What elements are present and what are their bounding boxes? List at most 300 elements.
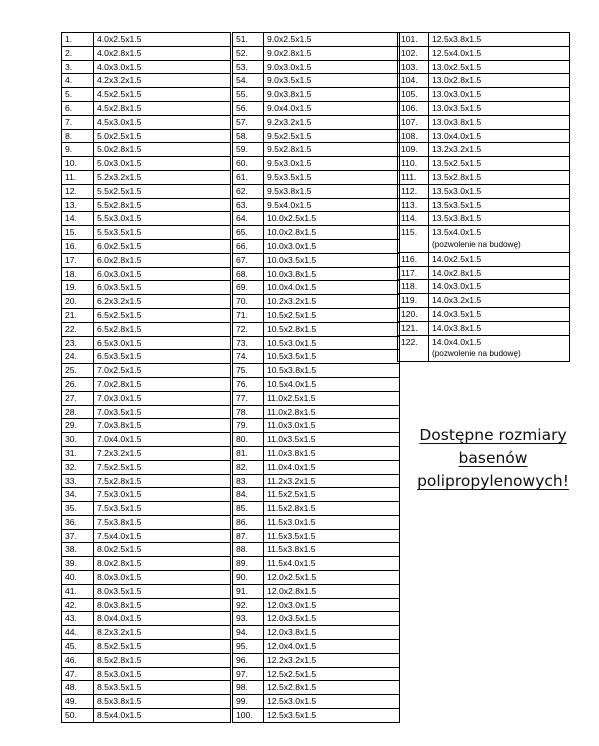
table-row: [233, 584, 400, 598]
table-row: [398, 129, 570, 143]
pool-size: 13.0x3.5x1.5: [429, 101, 570, 115]
row-number: 63.: [233, 198, 264, 212]
table-row: [233, 88, 400, 102]
row-number: 96.: [233, 653, 264, 667]
row-number: 117.: [398, 266, 429, 280]
pool-size: 5.5x3.0x1.5: [94, 212, 231, 226]
table-row: [233, 101, 400, 115]
row-number: 19.: [62, 281, 94, 295]
row-number: 79.: [233, 419, 264, 433]
row-number: 49.: [62, 695, 94, 709]
row-number: 70.: [233, 295, 264, 309]
row-number: 65.: [233, 226, 264, 240]
table-row: [62, 377, 231, 391]
row-number: 22.: [62, 322, 94, 336]
pool-size: 7.0x4.0x1.5: [94, 433, 231, 447]
table-row: [62, 419, 231, 433]
table-row: [62, 474, 231, 488]
table-row: [62, 709, 231, 723]
table-row: [62, 405, 231, 419]
pool-size: 14.0x2.8x1.5: [429, 266, 570, 280]
pool-size: 10.0x3.0x1.5: [264, 239, 400, 253]
pool-size: 9.5x3.8x1.5: [264, 184, 400, 198]
pool-size: 9.0x3.5x1.5: [264, 74, 400, 88]
row-number: 78.: [233, 405, 264, 419]
row-number: 97.: [233, 667, 264, 681]
table-row: [398, 226, 570, 253]
pool-size: 11.0x3.0x1.5: [264, 419, 400, 433]
row-number: 74.: [233, 350, 264, 364]
row-number: 95.: [233, 640, 264, 654]
pool-size: [429, 226, 570, 253]
table-row: [62, 336, 231, 350]
pool-size: 7.5x3.8x1.5: [94, 515, 231, 529]
table-row: [233, 640, 400, 654]
pool-size: 13.0x4.0x1.5: [429, 129, 570, 143]
table-row: [233, 267, 400, 281]
row-number: 102.: [398, 46, 429, 60]
row-number: 120.: [398, 307, 429, 321]
row-number: 66.: [233, 239, 264, 253]
table-row: [233, 33, 400, 47]
table-row: [62, 212, 231, 226]
table-row: [233, 543, 400, 557]
row-number: 88.: [233, 543, 264, 557]
row-number: 46.: [62, 653, 94, 667]
table-row: [398, 88, 570, 102]
table-row: [62, 267, 231, 281]
row-number: 6.: [62, 101, 94, 115]
pool-size: 9.5x2.5x1.5: [264, 129, 400, 143]
table-row: [233, 529, 400, 543]
pool-size: 4.0x2.5x1.5: [94, 33, 231, 47]
pool-size: 12.5x3.8x1.5: [429, 33, 570, 47]
table-row: [62, 571, 231, 585]
table-row: [233, 612, 400, 626]
pool-size: 5.0x3.0x1.5: [94, 157, 231, 171]
pool-size: 10.5x3.0x1.5: [264, 336, 400, 350]
table-row: [62, 515, 231, 529]
pool-size: 9.5x4.0x1.5: [264, 198, 400, 212]
row-number: 47.: [62, 667, 94, 681]
table-row: [62, 681, 231, 695]
table-row: [233, 667, 400, 681]
table-row: [233, 129, 400, 143]
table-row: [233, 322, 400, 336]
row-number: 37.: [62, 529, 94, 543]
pool-size: 4.2x3.2x1.5: [94, 74, 231, 88]
row-number: 76.: [233, 377, 264, 391]
table-row: [233, 515, 400, 529]
pool-size: 5.5x2.5x1.5: [94, 184, 231, 198]
row-number: 92.: [233, 598, 264, 612]
table-row: [233, 226, 400, 240]
pool-size: 10.5x2.8x1.5: [264, 322, 400, 336]
table-row: [62, 88, 231, 102]
row-number: 7.: [62, 115, 94, 129]
pool-size: 12.5x2.8x1.5: [264, 681, 400, 695]
pool-size: 11.5x2.8x1.5: [264, 502, 400, 516]
table-row: [233, 626, 400, 640]
table-row: [398, 280, 570, 294]
row-number: 67.: [233, 253, 264, 267]
table-row: [62, 557, 231, 571]
pool-size: 7.0x3.0x1.5: [94, 391, 231, 405]
table-row: [233, 709, 400, 723]
pool-size: 12.0x2.8x1.5: [264, 584, 400, 598]
table-row: [62, 502, 231, 516]
row-number: 116.: [398, 252, 429, 266]
pool-size: 8.0x4.0x1.5: [94, 612, 231, 626]
row-number: 14.: [62, 212, 94, 226]
table-row: [62, 460, 231, 474]
pool-size: 8.2x3.2x1.5: [94, 626, 231, 640]
promo-line: polipropylenowych!: [417, 472, 569, 490]
row-number: 64.: [233, 212, 264, 226]
pool-size: 6.2x3.2x1.5: [94, 295, 231, 309]
row-number: 55.: [233, 88, 264, 102]
pool-size: 7.0x3.5x1.5: [94, 405, 231, 419]
pool-size: 6.0x2.8x1.5: [94, 253, 231, 267]
pool-size: 5.2x3.2x1.5: [94, 170, 231, 184]
row-number: 81.: [233, 446, 264, 460]
table-row: [398, 307, 570, 321]
pool-size: 13.0x2.5x1.5: [429, 60, 570, 74]
pool-size: 12.0x2.5x1.5: [264, 571, 400, 585]
row-number: 71.: [233, 308, 264, 322]
table-row: [62, 626, 231, 640]
row-number: 93.: [233, 612, 264, 626]
row-number: 84.: [233, 488, 264, 502]
table-row: [233, 433, 400, 447]
pool-size: 9.0x3.8x1.5: [264, 88, 400, 102]
row-number: 118.: [398, 280, 429, 294]
pool-size-value: 13.5x4.0x1.5: [432, 227, 482, 238]
row-number: 29.: [62, 419, 94, 433]
pool-size: 11.2x3.2x1.5: [264, 474, 400, 488]
table-row: [233, 281, 400, 295]
table-row: [398, 101, 570, 115]
row-number: 112.: [398, 184, 429, 198]
pool-size: 9.5x3.5x1.5: [264, 170, 400, 184]
pool-size: 6.5x2.8x1.5: [94, 322, 231, 336]
pool-size: 4.5x2.8x1.5: [94, 101, 231, 115]
row-number: 4.: [62, 74, 94, 88]
pool-size: 11.5x4.0x1.5: [264, 557, 400, 571]
table-row: [233, 502, 400, 516]
table-row: [233, 115, 400, 129]
row-number: 1.: [62, 33, 94, 47]
table-row: [233, 364, 400, 378]
table-row: [62, 640, 231, 654]
table-row: [62, 198, 231, 212]
pool-size: 10.0x3.5x1.5: [264, 253, 400, 267]
row-number: 98.: [233, 681, 264, 695]
table-row: [62, 157, 231, 171]
table-row: [62, 488, 231, 502]
promo-line: Dostępne rozmiary: [419, 426, 567, 444]
table-row: [62, 584, 231, 598]
table-row: [233, 212, 400, 226]
row-number: 58.: [233, 129, 264, 143]
row-number: 107.: [398, 115, 429, 129]
table-row: [233, 460, 400, 474]
row-number: 42.: [62, 598, 94, 612]
pool-size: 9.0x3.0x1.5: [264, 60, 400, 74]
row-number: 21.: [62, 308, 94, 322]
pool-size: 14.0x3.2x1.5: [429, 294, 570, 308]
row-number: 39.: [62, 557, 94, 571]
table-row: [233, 446, 400, 460]
row-number: 16.: [62, 239, 94, 253]
pool-size: 10.0x2.5x1.5: [264, 212, 400, 226]
table-row: [233, 377, 400, 391]
row-number: 113.: [398, 198, 429, 212]
table-row: [62, 653, 231, 667]
table-row: [62, 350, 231, 364]
table-row: [233, 557, 400, 571]
table-row: [233, 391, 400, 405]
pool-size: 14.0x3.5x1.5: [429, 307, 570, 321]
pool-size: 10.5x2.5x1.5: [264, 308, 400, 322]
pool-size: 13.5x3.0x1.5: [429, 184, 570, 198]
pool-size: 9.5x3.0x1.5: [264, 157, 400, 171]
row-number: 108.: [398, 129, 429, 143]
pool-size: 7.0x3.8x1.5: [94, 419, 231, 433]
pool-size: 12.5x3.5x1.5: [264, 709, 400, 723]
table-row: [398, 143, 570, 157]
row-number: 73.: [233, 336, 264, 350]
row-number: 40.: [62, 571, 94, 585]
row-number: 28.: [62, 405, 94, 419]
pool-size: 13.5x2.5x1.5: [429, 157, 570, 171]
table-row: [398, 46, 570, 60]
row-number: 15.: [62, 226, 94, 240]
row-number: 56.: [233, 101, 264, 115]
pool-size: 9.5x2.8x1.5: [264, 143, 400, 157]
table-row: [233, 419, 400, 433]
promo-text: [398, 424, 588, 493]
row-number: 89.: [233, 557, 264, 571]
pool-size: 10.5x3.5x1.5: [264, 350, 400, 364]
table-row: [62, 322, 231, 336]
table-row: [233, 488, 400, 502]
row-number: 90.: [233, 571, 264, 585]
pool-size: 12.0x3.0x1.5: [264, 598, 400, 612]
row-number: 104.: [398, 74, 429, 88]
pool-size: 8.0x2.5x1.5: [94, 543, 231, 557]
table-row: [398, 252, 570, 266]
row-number: 105.: [398, 88, 429, 102]
sizes-table-3: [397, 32, 570, 362]
pool-size: 8.5x3.5x1.5: [94, 681, 231, 695]
row-number: 82.: [233, 460, 264, 474]
row-number: 75.: [233, 364, 264, 378]
table-row: [233, 74, 400, 88]
row-number: 48.: [62, 681, 94, 695]
table-row: [398, 157, 570, 171]
row-number: 91.: [233, 584, 264, 598]
pool-size: 8.5x4.0x1.5: [94, 709, 231, 723]
row-number: 60.: [233, 157, 264, 171]
table-row: [62, 60, 231, 74]
table-row: [233, 198, 400, 212]
pool-size: 13.5x3.5x1.5: [429, 198, 570, 212]
pool-size-value: 14.0x4.0x1.5: [432, 336, 482, 347]
pool-size: 11.0x2.8x1.5: [264, 405, 400, 419]
row-number: 114.: [398, 212, 429, 226]
pool-size: 12.2x3.2x1.5: [264, 653, 400, 667]
row-number: 86.: [233, 515, 264, 529]
table-row: [398, 335, 570, 362]
pool-size: 8.5x2.5x1.5: [94, 640, 231, 654]
row-number: 109.: [398, 143, 429, 157]
row-number: 106.: [398, 101, 429, 115]
table-row: [398, 33, 570, 47]
pool-size: 11.5x2.5x1.5: [264, 488, 400, 502]
pool-size: 4.0x2.8x1.5: [94, 46, 231, 60]
pool-size: 13.0x2.8x1.5: [429, 74, 570, 88]
table-row: [398, 321, 570, 335]
pool-size: 8.5x3.0x1.5: [94, 667, 231, 681]
row-number: 121.: [398, 321, 429, 335]
table-row: [62, 433, 231, 447]
pool-size: 11.0x4.0x1.5: [264, 460, 400, 474]
row-number: 43.: [62, 612, 94, 626]
pool-size: 13.0x3.0x1.5: [429, 88, 570, 102]
pool-size: 10.0x3.8x1.5: [264, 267, 400, 281]
pool-size: 6.5x3.5x1.5: [94, 350, 231, 364]
row-number: 68.: [233, 267, 264, 281]
table-row: [62, 281, 231, 295]
table-row: [233, 170, 400, 184]
pool-size: 12.0x3.8x1.5: [264, 626, 400, 640]
row-number: 53.: [233, 60, 264, 74]
row-number: 99.: [233, 695, 264, 709]
table-row: [233, 405, 400, 419]
table-row: [62, 129, 231, 143]
row-number: 83.: [233, 474, 264, 488]
pool-size: 5.5x3.5x1.5: [94, 226, 231, 240]
row-number: 45.: [62, 640, 94, 654]
table-row: [398, 74, 570, 88]
row-number: 5.: [62, 88, 94, 102]
row-number: 36.: [62, 515, 94, 529]
row-number: 111.: [398, 170, 429, 184]
row-number: 80.: [233, 433, 264, 447]
row-number: 20.: [62, 295, 94, 309]
table-row: [398, 115, 570, 129]
table-row: [398, 198, 570, 212]
pool-size: 13.5x3.8x1.5: [429, 212, 570, 226]
row-number: 94.: [233, 626, 264, 640]
table-row: [233, 571, 400, 585]
table-row: [62, 74, 231, 88]
table-row: [62, 101, 231, 115]
pool-size: 13.5x2.8x1.5: [429, 170, 570, 184]
pool-size: 9.0x2.5x1.5: [264, 33, 400, 47]
row-number: 12.: [62, 184, 94, 198]
pool-size: 4.5x3.0x1.5: [94, 115, 231, 129]
table-row: [62, 295, 231, 309]
pool-size: 7.5x3.5x1.5: [94, 502, 231, 516]
table-row: [233, 46, 400, 60]
pool-size: 12.0x4.0x1.5: [264, 640, 400, 654]
row-number: 9.: [62, 143, 94, 157]
row-number: 3.: [62, 60, 94, 74]
table-row: [62, 667, 231, 681]
row-number: 77.: [233, 391, 264, 405]
table-row: [62, 184, 231, 198]
pool-size: 6.0x3.5x1.5: [94, 281, 231, 295]
table-row: [233, 350, 400, 364]
row-number: 44.: [62, 626, 94, 640]
row-number: 23.: [62, 336, 94, 350]
table-row: [233, 308, 400, 322]
pool-size: 9.2x3.2x1.5: [264, 115, 400, 129]
pool-size: 12.5x2.5x1.5: [264, 667, 400, 681]
pool-size: 12.5x4.0x1.5: [429, 46, 570, 60]
table-row: [233, 295, 400, 309]
table-row: [398, 212, 570, 226]
sizes-table-1: [61, 32, 231, 723]
row-number: 72.: [233, 322, 264, 336]
table-row: [398, 294, 570, 308]
row-number: 8.: [62, 129, 94, 143]
row-number: 50.: [62, 709, 94, 723]
pool-size: 12.0x3.5x1.5: [264, 612, 400, 626]
table-row: [62, 253, 231, 267]
pool-size: 11.5x3.5x1.5: [264, 529, 400, 543]
pool-size: 14.0x3.0x1.5: [429, 280, 570, 294]
table-row: [233, 239, 400, 253]
table-row: [62, 308, 231, 322]
pool-size: [429, 335, 570, 362]
row-number: 35.: [62, 502, 94, 516]
pool-size: 11.0x2.5x1.5: [264, 391, 400, 405]
row-number: 100.: [233, 709, 264, 723]
pool-size: 14.0x2.5x1.5: [429, 252, 570, 266]
pool-size: 11.0x3.8x1.5: [264, 446, 400, 460]
row-number: 11.: [62, 170, 94, 184]
pool-size: 6.0x3.0x1.5: [94, 267, 231, 281]
table-row: [233, 681, 400, 695]
table-row: [62, 612, 231, 626]
table-row: [233, 60, 400, 74]
permit-note: (pozwolenie na budowę): [432, 349, 521, 359]
row-number: 52.: [233, 46, 264, 60]
row-number: 115.: [398, 226, 429, 253]
table-row: [398, 184, 570, 198]
pool-size: 7.5x3.0x1.5: [94, 488, 231, 502]
row-number: 10.: [62, 157, 94, 171]
table-row: [62, 598, 231, 612]
table-row: [233, 253, 400, 267]
row-number: 59.: [233, 143, 264, 157]
pool-size: 4.0x3.0x1.5: [94, 60, 231, 74]
row-number: 24.: [62, 350, 94, 364]
table-row: [62, 364, 231, 378]
pool-size: 6.5x2.5x1.5: [94, 308, 231, 322]
table-row: [233, 598, 400, 612]
row-number: 61.: [233, 170, 264, 184]
row-number: 31.: [62, 446, 94, 460]
pool-size: 10.5x4.0x1.5: [264, 377, 400, 391]
pool-size: 7.5x2.5x1.5: [94, 460, 231, 474]
table-row: [398, 266, 570, 280]
row-number: 41.: [62, 584, 94, 598]
promo-line: basenów: [458, 449, 528, 467]
